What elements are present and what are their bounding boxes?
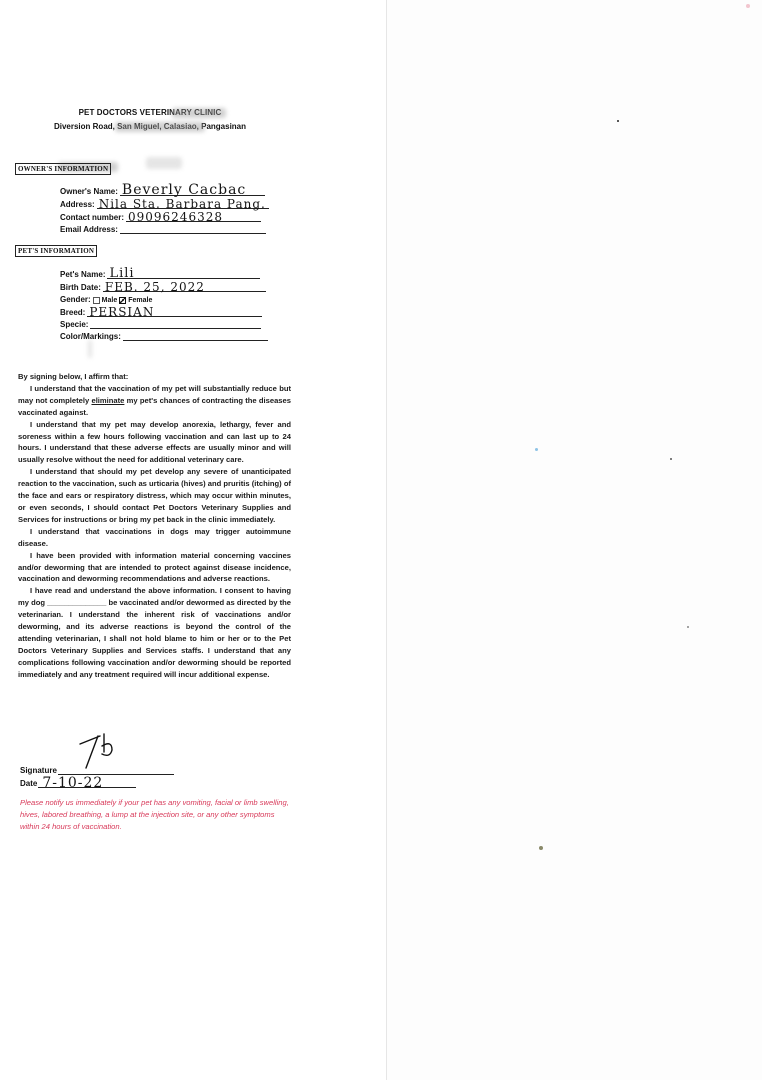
consent-intro: By signing below, I affirm that:: [18, 372, 129, 381]
redaction-smudge: [146, 157, 182, 169]
dog-name-blank[interactable]: ______________: [47, 598, 107, 608]
consent-paragraph-4: I understand that vaccinations in dogs may trigger autoimmune disease.: [18, 526, 291, 548]
speck: [539, 846, 543, 850]
owner-address-value: Nila Sta. Barbara Pang.: [98, 197, 266, 211]
consent-paragraph-1: I understand that the vaccination of my pet will substantially reduce but may not completely eliminate my pet's chances of contracting the diseases vaccinated against.: [18, 383, 291, 417]
owner-name-line[interactable]: [120, 182, 265, 198]
signature-line[interactable]: [58, 764, 174, 775]
breed-line[interactable]: [87, 306, 262, 317]
blank-page: [387, 0, 762, 1080]
consent-paragraph-2: I understand that my pet may develop anorexia, lethargy, fever and soreness within a few hours following vaccination and can last up to 24 hours. I understand that these adverse effects are usually minor and will usually resolve without the need for additional veterinary care.: [18, 419, 291, 465]
breed-label: Breed:: [60, 308, 86, 317]
speck: [670, 458, 672, 460]
gender-label: Gender:: [60, 295, 91, 304]
owner-name-value: Beverly Cacbac: [121, 182, 247, 198]
breed-row: [60, 305, 262, 317]
owner-address-line[interactable]: [97, 198, 269, 209]
speck: [687, 626, 689, 628]
birth-date-row: [60, 280, 266, 292]
specie-label: Specie:: [60, 320, 89, 329]
owner-address-row: [60, 197, 269, 209]
male-option: Male: [101, 297, 118, 304]
female-checkbox[interactable]: [119, 297, 126, 304]
post-vaccination-notice: Please notify us immediately if your pet has any vomiting, facial or limb swelling, hives, labored breathing, a lump at the injection site, or any other symptoms within 24 hours of vaccination.: [20, 798, 289, 831]
redaction-smudge: [115, 122, 205, 132]
speck: [746, 4, 750, 8]
birth-date-line[interactable]: [103, 281, 266, 292]
signature-label: Signature: [20, 766, 57, 775]
date-row: [20, 775, 136, 791]
contact-number-line[interactable]: [126, 211, 261, 222]
contact-number-label: Contact number:: [60, 213, 124, 222]
pet-name-line[interactable]: [107, 268, 260, 279]
consent-paragraph-6: I have read and understand the above information. I consent to having my dog ______________ be vaccinated and/or dewormed as directed by the veterinarian. I understand the inherent risk of vaccinations and/or deworming, and its adverse reactions is beyond the control of the attending veterinarian, I shall not hold blame to him or her or to the Pet Doctors Veterinary Supplies and Services staffs. I understand that any complications following vaccination and/or deworming should be reported immediately and any treatment required will incur additional expense.: [18, 586, 291, 679]
handwritten-signature: [78, 732, 138, 772]
owner-name-label: Owner's Name:: [60, 187, 118, 196]
signature-row: [20, 764, 174, 775]
email-label: Email Address:: [60, 225, 118, 234]
speck: [535, 448, 538, 451]
pet-name-label: Pet's Name:: [60, 270, 106, 279]
pencil-mark: [88, 340, 92, 358]
date-label: Date: [20, 779, 38, 788]
gender-row: [60, 292, 152, 304]
email-row: [60, 222, 266, 234]
male-checkbox[interactable]: [93, 297, 100, 304]
contact-number-value: 09096246328: [128, 210, 223, 224]
pet-name-value: Lili: [109, 266, 135, 281]
consent-paragraph-5: I have been provided with information material concerning vaccines and/or deworming that are intended to protect against disease incidence, vaccination and deworming recommendations and adverse reactions.: [18, 550, 291, 584]
clinic-name: PET DOCTORS VETERINARY CLINIC: [78, 108, 222, 117]
specie-row: [60, 317, 261, 329]
clinic-address: Diversion Road, San Miguel, Calasiao, Pangasinan: [53, 122, 247, 131]
specie-line[interactable]: [90, 318, 261, 329]
breed-value: PERSIAN: [89, 305, 155, 319]
email-line[interactable]: [120, 223, 266, 234]
color-markings-line[interactable]: [123, 330, 268, 341]
consent-paragraph-3: I understand that should my pet develop any severe of unanticipated reaction to the vaccination, such as urticaria (hives) and pruritis (itching) of the face and ears or respiratory distress, which may occur within minutes, or even seconds, I should contact Pet Doctors Veterinary Supplies and Services for instructions or bring my pet back in the clinic immediately.: [18, 467, 291, 524]
owner-section-title: OWNER'S INFORMATION: [15, 163, 111, 175]
female-option: Female: [128, 297, 153, 304]
birth-date-value: FEB. 25, 2022: [104, 280, 205, 294]
color-markings-label: Color/Markings:: [60, 332, 121, 341]
owner-name-row: [60, 184, 265, 196]
pet-section-title: PET'S INFORMATION: [15, 245, 97, 257]
contact-number-row: [60, 210, 261, 222]
speck: [617, 120, 619, 122]
pet-name-row: [60, 267, 260, 279]
consent-text: [18, 371, 291, 681]
date-line[interactable]: [38, 775, 136, 791]
date-value: 7-10-22: [42, 775, 104, 791]
birth-date-label: Birth Date:: [60, 283, 101, 292]
owner-address-label: Address:: [60, 200, 95, 209]
redaction-smudge: [172, 108, 226, 118]
color-markings-row: [60, 329, 268, 341]
